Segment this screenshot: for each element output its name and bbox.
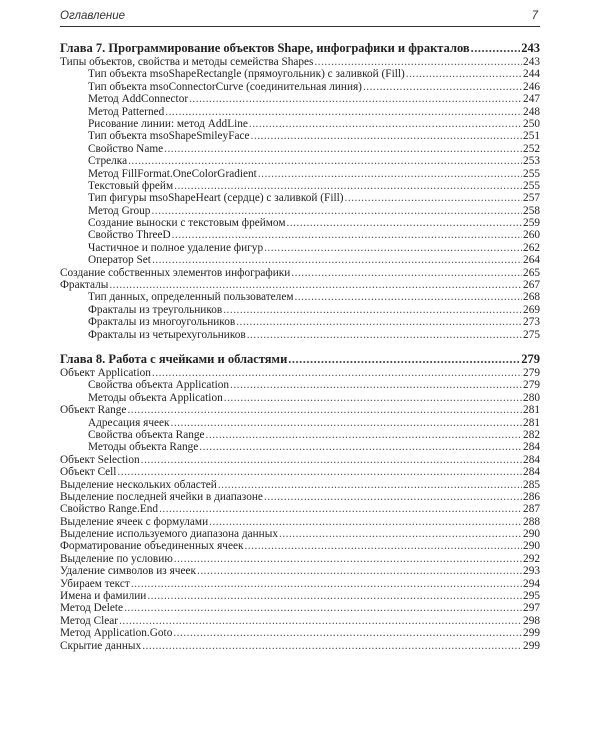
toc-entry-page: 260 [523,229,540,242]
toc-entry[interactable] [60,528,540,540]
toc-entry-title: Выделение по условию [60,552,173,565]
leader-dots [117,466,522,478]
leader-dots [131,578,522,590]
toc-entry-page: 284 [523,453,540,466]
leader-dots [236,316,522,328]
leader-dots [172,229,522,241]
toc-entry-page: 297 [523,602,540,615]
leader-dots [244,540,522,552]
toc-entry-page: 243 [523,56,540,68]
toc-entry-title: Тип фигуры msoShapeHeart (сердце) с заливкой (Fill) [88,192,344,205]
leader-dots [230,379,522,391]
leader-dots [209,516,522,528]
toc-entry-page: 264 [523,254,540,267]
toc-entry-page: 281 [523,416,540,429]
toc-entry[interactable] [60,254,540,266]
leader-dots [247,329,522,341]
toc-entry-title: Убираем текст [60,577,130,590]
leader-dots [127,404,522,416]
toc-entry[interactable] [60,180,540,192]
leader-dots [189,93,522,105]
toc-entry[interactable] [60,491,540,503]
toc-entry-title: Свойство ThreeD [88,229,171,242]
toc-entry-page: 268 [523,291,540,304]
toc-entry-title: Методы объекта Range [88,441,199,454]
leader-dots [124,602,522,614]
toc-entry-page: 279 [523,366,540,379]
toc-entry[interactable] [60,143,540,155]
running-head-page-number: 7 [531,10,538,22]
toc-entry-page: 262 [523,241,540,254]
chapter-heading[interactable] [60,351,540,367]
toc-entry[interactable] [60,417,540,429]
toc-entry-title: Метод AddConnector [88,93,189,106]
toc-entry-page: 246 [523,80,540,93]
toc-entry-title: Фракталы из многоугольников [88,316,236,329]
toc-entry-title: Объект Range [60,404,127,417]
toc-entry-page: 290 [523,540,540,553]
leader-dots [152,367,522,379]
toc-entry[interactable] [60,217,540,229]
toc-entry[interactable] [60,205,540,217]
toc-entry-title: Глава 8. Работа с ячейками и областями [60,351,288,366]
toc-entry[interactable] [60,81,540,93]
toc-entry-title: Метод FillFormat.OneColorGradient [88,167,257,180]
toc-entry-page: 287 [523,503,540,516]
toc-entry-page: 284 [523,441,540,454]
table-of-contents [60,40,540,652]
toc-entry[interactable] [60,503,540,515]
leader-dots [249,118,522,130]
toc-entry-title: Методы объекта Application [88,391,223,404]
toc-entry-title: Выделение нескольких областей [60,478,217,491]
toc-entry-title: Фракталы [60,279,109,292]
leader-dots [264,491,522,503]
toc-entry-title: Выделение используемого диапазона данных [60,528,278,541]
toc-entry-title: Частичное и полное удаление фигур [88,241,264,254]
leader-dots [264,242,522,254]
toc-entry-title: Объект Application [60,366,151,379]
toc-entry-page: 299 [523,639,540,652]
toc-entry-page: 269 [523,303,540,316]
toc-entry-title: Метод Group [88,204,151,217]
toc-entry-title: Удаление символов из ячеек [60,565,196,578]
toc-entry-title: Объект Selection [60,453,140,466]
leader-dots [218,479,522,491]
toc-entry-title: Тип объекта msoShapeRectangle (прямоугольник) с заливкой (Fill) [88,68,405,81]
toc-entry-title: Стрелка [88,155,128,168]
toc-entry-page: 298 [523,614,540,627]
toc-entry-title: Скрытие данных [60,639,142,652]
toc-entry-page: 255 [523,179,540,192]
toc-entry-page: 252 [523,142,540,155]
toc-entry-title: Свойства объекта Application [88,379,230,392]
toc-entry-title: Форматирование объединенных ячеек [60,540,244,553]
toc-entry[interactable] [60,316,540,328]
leader-dots [174,553,522,565]
toc-entry[interactable] [60,640,540,652]
leader-dots [141,454,522,466]
toc-entry[interactable] [60,68,540,80]
leader-dots [287,217,523,229]
leader-dots [345,192,523,204]
leader-dots [223,304,522,316]
toc-entry-title: Текстовый фрейм [88,179,174,192]
leader-dots [159,503,522,515]
leader-dots [363,81,522,93]
toc-entry-page: 279 [523,379,540,392]
toc-entry-page: 255 [523,167,540,180]
toc-entry[interactable] [60,627,540,639]
toc-entry-title: Глава 7. Программирование объектов Shape, инфографики и фракталов [60,41,470,55]
toc-entry-title: Фракталы из четырехугольников [88,328,246,341]
toc-entry-page: 265 [523,266,540,279]
leader-dots [164,143,522,155]
toc-entry-page: 294 [523,577,540,590]
toc-entry[interactable] [60,429,540,441]
toc-entry-title: Тип данных, определенный пользователем [88,291,294,304]
toc-entry-page: 281 [523,404,540,417]
toc-entry-page: 285 [523,478,540,491]
toc-entry[interactable] [60,118,540,130]
toc-entry-page: 293 [523,565,540,578]
toc-entry[interactable] [60,56,540,68]
toc-entry-title: Создание выноски с текстовым фреймом [88,217,286,230]
leader-dots [171,417,523,429]
toc-entry-title: Фракталы из треугольников [88,303,223,316]
leader-dots [174,180,522,192]
toc-entry-title: Оператор Set [88,254,151,267]
toc-entry[interactable] [60,602,540,614]
toc-entry-title: Объект Cell [60,466,117,479]
toc-entry-page: 273 [523,316,540,329]
toc-entry-title: Свойство Name [88,142,164,155]
chapter-heading[interactable] [60,40,540,56]
toc-entry-page: 247 [523,93,540,106]
leader-dots [406,68,522,80]
toc-entry[interactable] [60,106,540,118]
toc-entry[interactable] [60,367,540,379]
toc-entry[interactable] [60,267,540,279]
toc-entry-title: Свойства объекта Range [88,428,205,441]
leader-dots [199,441,522,453]
leader-dots [291,267,522,279]
toc-entry[interactable] [60,229,540,241]
toc-entry-page: 259 [523,217,540,230]
toc-entry-page: 279 [521,351,540,366]
toc-entry[interactable] [60,242,540,254]
toc-entry[interactable] [60,304,540,316]
leader-dots [288,351,520,367]
toc-entry-page: 257 [523,192,540,205]
toc-entry-page: 243 [521,41,540,55]
toc-entry-title: Создание собственных элементов инфографики [60,266,291,279]
toc-entry-title: Имена и фамилии [60,590,147,603]
toc-entry-title: Тип объекта msoConnectorCurve (соединительная линия) [88,80,362,93]
toc-entry-page: 250 [523,117,540,130]
leader-dots [128,155,522,167]
toc-entry-page: 275 [523,328,540,341]
leader-dots [147,590,522,602]
toc-entry[interactable] [60,279,540,291]
toc-entry-page: 292 [523,552,540,565]
toc-entry-title: Тип объекта msoShapeSmileyFace [88,130,250,143]
leader-dots [109,279,522,291]
toc-entry-page: 282 [523,428,540,441]
toc-entry-title: Метод Patterned [88,105,165,118]
toc-entry-page: 267 [523,279,540,292]
leader-dots [471,40,521,56]
toc-entry-page: 286 [523,490,540,503]
toc-entry-title: Метод Clear [60,614,119,627]
leader-dots [152,254,522,266]
toc-entry[interactable] [60,553,540,565]
toc-entry[interactable] [60,479,540,491]
toc-entry[interactable] [60,192,540,204]
leader-dots [294,291,522,303]
toc-entry-page: 258 [523,204,540,217]
leader-dots [314,56,522,68]
toc-entry[interactable] [60,590,540,602]
toc-entry[interactable] [60,516,540,528]
toc-entry[interactable] [60,466,540,478]
toc-entry[interactable] [60,379,540,391]
toc-entry[interactable] [60,565,540,577]
toc-entry-title: Метод Delete [60,602,124,615]
toc-entry-page: 280 [523,391,540,404]
toc-entry-title: Рисование линии: метод AddLine [88,117,248,130]
leader-dots [206,429,523,441]
toc-entry[interactable] [60,168,540,180]
running-head [60,8,540,27]
leader-dots [119,615,522,627]
toc-entry[interactable] [60,404,540,416]
toc-entry[interactable] [60,392,540,404]
toc-entry[interactable] [60,578,540,590]
toc-entry-page: 295 [523,590,540,603]
toc-entry[interactable] [60,93,540,105]
toc-entry-page: 251 [523,130,540,143]
toc-entry-page: 288 [523,515,540,528]
toc-entry-title: Метод Application.Goto [60,627,173,640]
toc-entry-page: 253 [523,155,540,168]
toc-entry-page: 290 [523,528,540,541]
leader-dots [251,130,523,142]
leader-dots [279,528,522,540]
toc-entry-page: 284 [523,466,540,479]
toc-entry-page: 244 [523,68,540,81]
leader-dots [142,640,522,652]
leader-dots [197,565,522,577]
toc-entry-page: 299 [523,627,540,640]
toc-entry[interactable] [60,615,540,627]
leader-dots [151,205,522,217]
toc-entry[interactable] [60,130,540,142]
toc-entry[interactable] [60,454,540,466]
toc-entry[interactable] [60,291,540,303]
chapter-spacer [60,341,540,351]
toc-entry[interactable] [60,155,540,167]
toc-entry-title: Выделение последней ячейки в диапазоне [60,490,263,503]
leader-dots [224,392,522,404]
running-head-title: Оглавление [60,10,125,22]
toc-entry[interactable] [60,540,540,552]
toc-entry-title: Выделение ячеек с формулами [60,515,209,528]
leader-dots [173,627,522,639]
toc-entry-page: 248 [523,105,540,118]
toc-entry-title: Адресация ячеек [88,416,170,429]
toc-entry-title: Свойство Range.End [60,503,159,516]
leader-dots [258,168,522,180]
toc-entry[interactable] [60,441,540,453]
toc-entry-title: Типы объектов, свойства и методы семейства Shapes [60,56,314,68]
leader-dots [165,106,522,118]
toc-entry[interactable] [60,329,540,341]
